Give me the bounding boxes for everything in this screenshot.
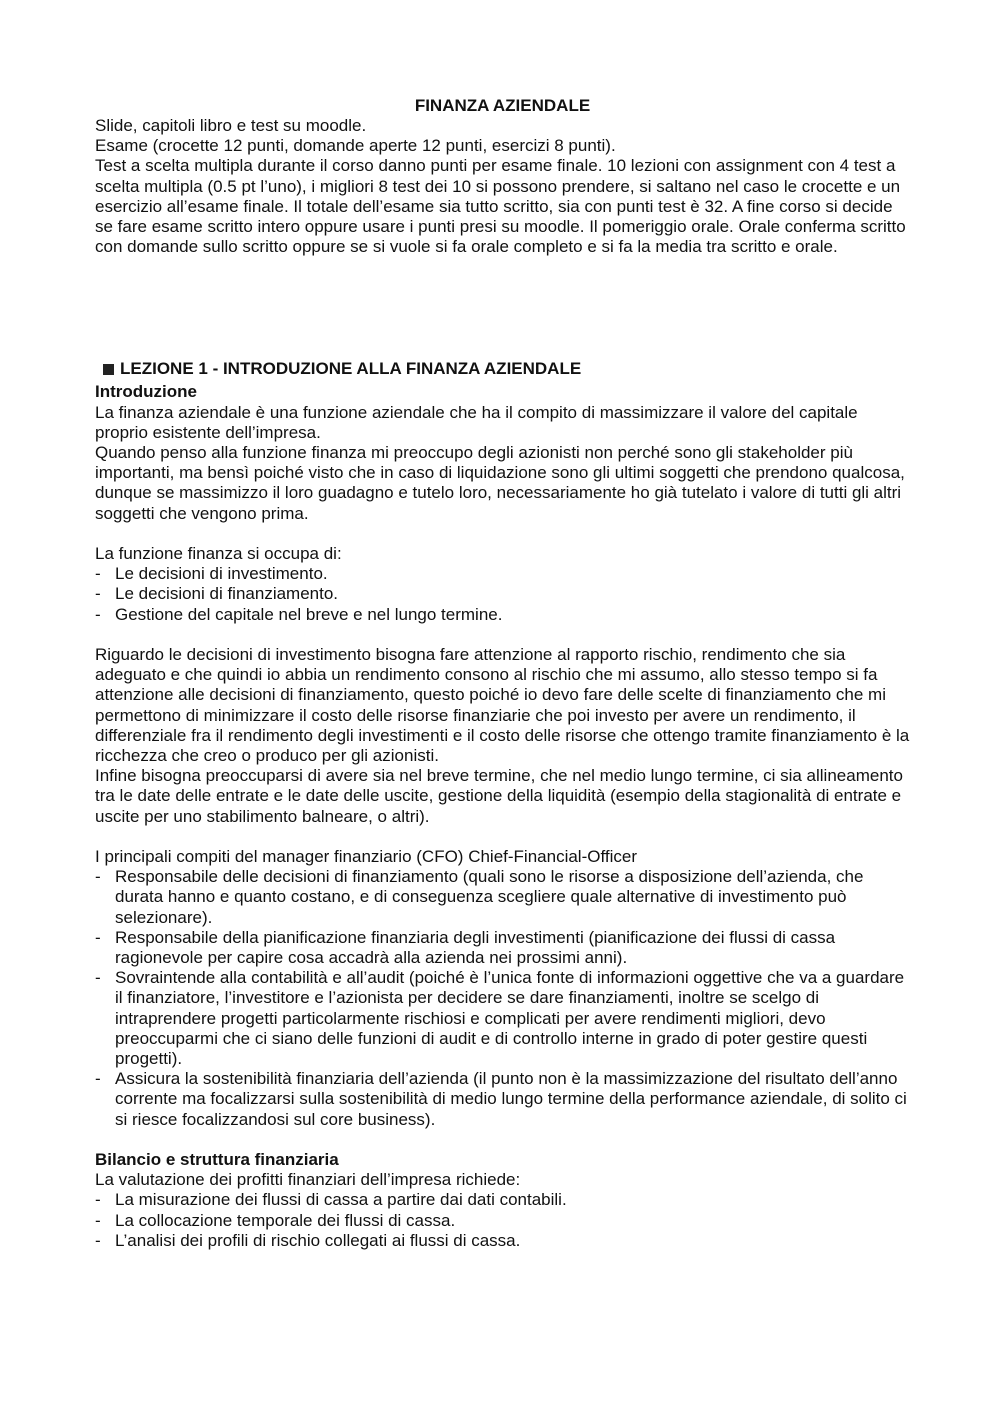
- list-item: [95, 928, 910, 968]
- funzione-list: [95, 564, 910, 625]
- list-item-text: Responsabile delle decisioni di finanziamento (quali sono le risorse a disposizione dell’azienda, che durata hanno e quanto costano, e di conseguenza scegliere quale alternative di investimento può selezionare).: [115, 867, 864, 927]
- list-item-text: Le decisioni di investimento.: [115, 564, 328, 584]
- blank-line: [95, 1130, 910, 1150]
- list-item-text: La collocazione temporale dei flussi di cassa.: [115, 1210, 456, 1230]
- dash-bullet: -: [95, 867, 101, 887]
- dash-bullet: -: [95, 1069, 101, 1089]
- lesson-heading: [95, 358, 910, 380]
- list-item: [95, 1211, 910, 1231]
- paragraph: La finanza aziendale è una funzione aziendale che ha il compito di massimizzare il valore del capitale proprio esistente dell’impresa.: [95, 402, 858, 442]
- list-item-text: Gestione del capitale nel breve e nel lungo termine.: [115, 604, 503, 624]
- list-item: [95, 1231, 910, 1251]
- dash-bullet: -: [95, 968, 101, 988]
- course-info-line: Test a scelta multipla durante il corso danno punti per esame finale. 10 lezioni con assignment con 4 test a scelta multipla (0.5 pt l’uno), i migliori 8 test dei 10 si possono prendere, si saltano nel caso le crocette e un esercizio all’esame finale. Il totale dell’esame sia tutto scritto, sia con punti test è 32. A fine corso si decide se fare esame scritto intero oppure usare i punti presi su moodle. Il pomeriggio orale. Orale conferma scritto con domande sullo scritto oppure se si vuole si fa orale completo e si fa la media tra scritto e orale.: [95, 156, 906, 257]
- paragraph: Riguardo le decisioni di investimento bisogna fare attenzione al rapporto rischio, rendimento che sia adeguato e che quindi io abbia un rendimento consono al rischio che mi assumo, allo stesso tempo si fa attenzione alle decisioni di finanziamento, questo poiché io devo fare delle scelte di finanziamento che mi permettono di minimizzare il costo delle risorse finanziarie che poi investo per avere un rendimento, il differenziale fra il rendimento degli investimenti e il costo delle risorse che ottengo tramite finanziamento è la ricchezza che creo o produco per gli azionisti.: [95, 645, 910, 766]
- list-item-text: La misurazione dei flussi di cassa a partire dai dati contabili.: [115, 1190, 567, 1210]
- spacer: [95, 257, 910, 358]
- blank-line: [95, 625, 910, 645]
- paragraph: I principali compiti del manager finanziario (CFO) Chief-Financial-Officer: [95, 847, 637, 867]
- section-heading-introduzione: Introduzione: [95, 382, 197, 402]
- dash-bullet: -: [95, 927, 101, 947]
- list-item-text: L’analisi dei profili di rischio collegati ai flussi di cassa.: [115, 1230, 521, 1250]
- list-item: [95, 968, 910, 1069]
- list-item: [95, 584, 910, 604]
- dash-bullet: -: [95, 1190, 101, 1210]
- dash-bullet: -: [95, 604, 101, 624]
- paragraph: La valutazione dei profitti finanziari dell’impresa richiede:: [95, 1170, 521, 1190]
- list-item: [95, 605, 910, 625]
- paragraph: Quando penso alla funzione finanza mi preoccupo degli azionisti non perché sono gli stakeholder più importanti, ma bensì poiché visto che in caso di liquidazione sono gli ultimi soggetti che prendono qualcosa, dunque se massimizzo il loro guadagno e tutelo loro, necessariamente ho già tutelato i valore di tutti gli altri soggetti che vengono prima.: [95, 443, 905, 523]
- lesson-heading-text: LEZIONE 1 - INTRODUZIONE ALLA FINANZA AZIENDALE: [120, 359, 582, 379]
- dash-bullet: -: [95, 1210, 101, 1230]
- document-title: FINANZA AZIENDALE: [414, 96, 591, 115]
- square-bullet-icon: [103, 364, 114, 375]
- dash-bullet: -: [95, 584, 101, 604]
- list-item-text: Sovraintende alla contabilità e all’audit (poiché è l’unica fonte di informazioni oggettive che va a guardare il finanziatore, l’investitore e l’azionista per decidere se dare finanziamenti, inoltre se scelgo di intraprendere progetti particolarmente rischiosi e complicati per avere rendimenti migliori, devo preoccuparmi che ci siano delle funzioni di audit e di controllo interne in grado di poter gestire questi progetti).: [115, 968, 905, 1069]
- list-item-text: Le decisioni di finanziamento.: [115, 584, 339, 604]
- blank-line: [95, 524, 910, 544]
- list-item: [95, 867, 910, 928]
- paragraph: Infine bisogna preoccuparsi di avere sia nel breve termine, che nel medio lungo termine, ci sia allineamento tra le date delle entrate e le date delle uscite, gestione della liquidità (esempio della stagionalità di entrate e uscite per uno stabilimento balneare, o altri).: [95, 766, 903, 826]
- bilancio-list: [95, 1190, 910, 1251]
- course-info-line: Esame (crocette 12 punti, domande aperte 12 punti, esercizi 8 punti).: [95, 136, 616, 156]
- dash-bullet: -: [95, 1230, 101, 1250]
- blank-line: [95, 827, 910, 847]
- list-item-text: Responsabile della pianificazione finanziaria degli investimenti (pianificazione dei flussi di cassa ragionevole per capire cosa accadrà alla azienda nei prossimi anni).: [115, 927, 836, 968]
- dash-bullet: -: [95, 564, 101, 584]
- list-item: [95, 1069, 910, 1130]
- course-info: [95, 116, 910, 257]
- list-item: [95, 564, 910, 584]
- cfo-list: [95, 867, 910, 1130]
- list-item: [95, 1190, 910, 1210]
- list-item-text: Assicura la sostenibilità finanziaria dell’azienda (il punto non è la massimizzazione del risultato dell’anno corrente ma focalizzarsi sulla sostenibilità di medio lungo termine della performance aziendale, di solito ci si riesce focalizzandosi sul core business).: [115, 1069, 907, 1129]
- document-page: [95, 96, 910, 1251]
- section-heading-bilancio: Bilancio e struttura finanziaria: [95, 1150, 339, 1170]
- paragraph: La funzione finanza si occupa di:: [95, 544, 342, 564]
- course-info-line: Slide, capitoli libro e test su moodle.: [95, 116, 367, 135]
